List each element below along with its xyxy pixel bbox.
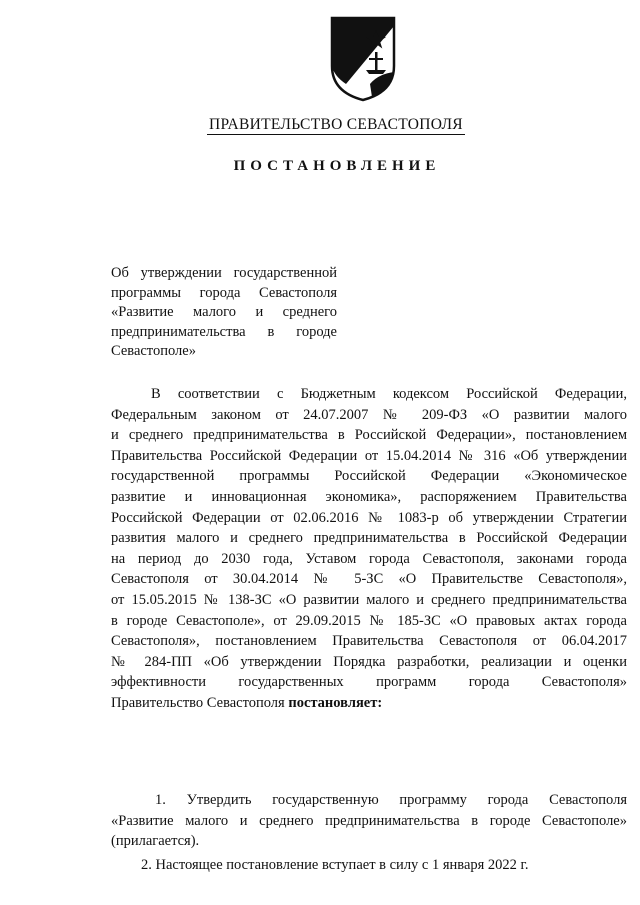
preamble-line: в городе Севастополе», от 29.09.2015 № 185-ЗС «О правовых актах города [111, 612, 627, 629]
preamble-line: Правительства Российской Федерации от 15.04.2014 № 316 «Об утверждении [111, 447, 627, 464]
preamble-final-line [111, 693, 627, 714]
subject-line: «Развитие малого и среднего [111, 304, 337, 320]
subject-line: Об утверждении государственной [111, 265, 337, 281]
subject-line: предпринимательства в городе [111, 323, 337, 340]
item-1-line: «Развитие малого и среднего предпринимательства в городе Севастополе» [111, 812, 627, 829]
preamble-line: на период до 2030 года, Уставом города Севастополя, законами города [111, 550, 627, 567]
item-1-line: (прилагается). [111, 833, 200, 850]
preamble-line: и среднего предпринимательства в Российской Федерации», постановлением [111, 427, 627, 444]
item-1-line: 1. Утвердить государственную программу города Севастополя [155, 792, 627, 808]
preamble-line: эффективности государственных программ города Севастополя» [111, 674, 627, 691]
preamble-line: Севастополя», постановлением Правительства Севастополя от 06.04.2017 [111, 633, 627, 650]
preamble-line: от 15.05.2015 № 138-ЗС «О развитии малого и среднего предпринимательства [111, 591, 627, 608]
government-name: ПРАВИТЕЛЬСТВО СЕВАСТОПОЛЯ [209, 116, 463, 133]
subject-line: программы города Севастополя [111, 284, 337, 301]
preamble-line: развития малого и среднего предпринимательства в Российской Федерации [111, 530, 627, 547]
document-type-title: ПОСТАНОВЛЕНИЕ [233, 158, 441, 174]
preamble-line: государственной программы Российской Федерации «Экономическое [111, 468, 627, 485]
preamble-line: № 284-ПП «Об утверждении Порядка разработки, реализации и оценки [111, 653, 627, 670]
preamble-line: Севастополя от 30.04.2014 № 5-ЗС «О Правительстве Севастополя», [111, 571, 627, 588]
resolves-keyword: постановляет: [288, 694, 383, 711]
preamble-line: Российской Федерации от 02.06.2016 № 1083-р об утверждении Стратегии [111, 509, 627, 526]
resolution-items [111, 790, 627, 875]
preamble-paragraph [111, 384, 627, 714]
document-subject [111, 264, 337, 362]
subject-line: Севастополе» [111, 343, 196, 359]
preamble-line: Федеральным законом от 24.07.2007 № 209-ФЗ «О развитии малого [111, 406, 627, 423]
preamble-line: В соответствии с Бюджетным кодексом Российской Федерации, [151, 386, 627, 402]
coat-of-arms-icon [326, 14, 400, 102]
preamble-line: развитие и инновационная экономика», распоряжением Правительства [111, 488, 627, 505]
preamble-final-text: Правительство Севастополя [111, 694, 285, 711]
item-2: 2. Настоящее постановление вступает в силу с 1 января 2022 г. [141, 856, 529, 873]
